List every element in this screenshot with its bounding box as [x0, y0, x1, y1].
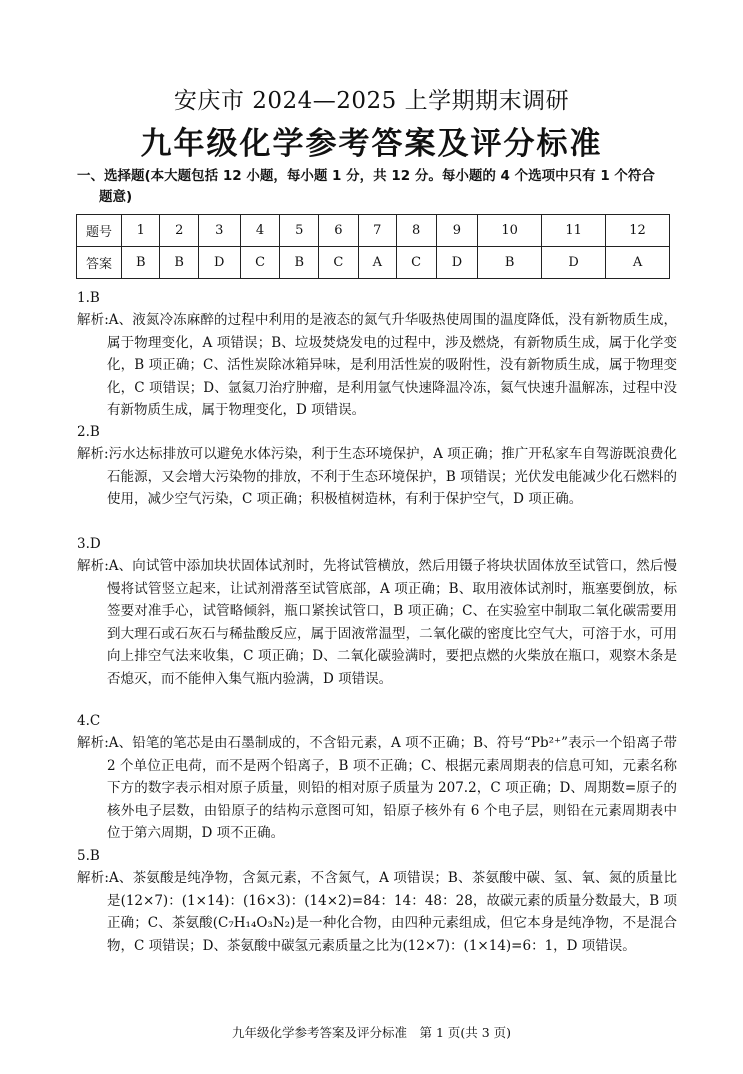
question-number-row [77, 215, 670, 247]
question-explanation: 解析:A、茶氨酸是纯净物，含氮元素，不含氮气，A 项错误；B、茶氨酸中碳、氢、氧、氮的质量比是(12×7)：(1×14)：(16×3)：(14×2)=84：14：48：28，故碳元素的质量分数最大，B 项正确；C、茶氨酸(C₇H₁₄O₃N₂)是一种化合物，由四种元素组成，但它本身是纯净物，不是混合物，C 项错误；D、茶氨酸中碳氢元素质量之比为(12×7)：(1×14)=6：1，D 项错误。 [77, 870, 677, 954]
question-block [77, 422, 677, 511]
table-cell: 8 [396, 215, 436, 247]
table-cell: C [318, 247, 358, 279]
question-block [77, 846, 677, 957]
answer-table [76, 214, 670, 279]
question-number: 1.B [77, 290, 100, 306]
question-number: 4.C [77, 713, 101, 729]
question-explanation: 解析:A、铅笔的笔芯是由石墨制成的，不含铅元素，A 项不正确；B、符号“Pb²⁺”表示一个铅离子带 2 个单位正电荷，而不是两个铅离子，B 项不正确；C、根据元素周期表的信息可知，元素名称下方的数字表示相对原子质量，则铅的相对原子质量为 207.2，C 项正确；D、周期数=原子的核外电子层数，由铅原子的结构示意图可知，铅原子核外有 6 个电子层，则铅在元素周期表中位于第六周期，D 项不正确。 [77, 735, 677, 842]
table-cell: A [358, 247, 396, 279]
table-cell: B [122, 247, 160, 279]
question-number: 3.D [77, 536, 101, 552]
exam-subtitle: 安庆市 2024—2025 上学期期末调研 [173, 88, 570, 114]
table-cell: 4 [240, 215, 280, 247]
table-cell: 11 [542, 215, 606, 247]
table-cell: C [240, 247, 280, 279]
row-label: 题号 [77, 215, 122, 247]
question-number: 5.B [77, 848, 100, 864]
table-cell: B [160, 247, 198, 279]
table-cell: B [280, 247, 318, 279]
page-title: 九年级化学参考答案及评分标准 [140, 126, 603, 162]
section-heading-line1: 一、选择题(本大题包括 12 小题，每小题 1 分，共 12 分。每小题的 4 个选项中只有 1 个符合 [77, 168, 655, 184]
question-block [77, 711, 677, 845]
row-label: 答案 [77, 247, 122, 279]
table-cell: 5 [280, 215, 318, 247]
question-explanation: 解析:污水达标排放可以避免水体污染，利于生态环境保护，A 项正确；推广开私家车自驾游既浪费化石能源，又会增大污染物的排放，不利于生态环境保护，B 项错误；光伏发电能减少化石燃料的使用，减少空气污染，C 项正确；积极植树造林，有利于保护空气，D 项正确。 [77, 446, 677, 508]
table-cell: A [606, 247, 670, 279]
table-cell: C [396, 247, 436, 279]
table-cell: 10 [478, 215, 542, 247]
table-cell: D [542, 247, 606, 279]
table-cell: B [478, 247, 542, 279]
question-explanation: 解析:A、向试管中添加块状固体试剂时，先将试管横放，然后用镊子将块状固体放至试管口，然后慢慢将试管竖立起来，让试剂滑落至试管底部，A 项正确；B、取用液体试剂时，瓶塞要倒放，标签要对准手心，试管略倾斜，瓶口紧挨试管口，B 项正确；C、在实验室中制取二氧化碳需要用到大理石或石灰石与稀盐酸反应，属于固液常温型，二氧化碳的密度比空气大，可溶于水，可用向上排空气法来收集，C 项正确；D、二氧化碳验满时，要把点燃的火柴放在瓶口，观察木条是否熄灭，而不能伸入集气瓶内验满，D 项错误。 [77, 558, 677, 687]
section-heading [77, 166, 677, 208]
table-cell: 6 [318, 215, 358, 247]
answer-row [77, 247, 670, 279]
table-cell: D [198, 247, 240, 279]
table-cell: 2 [160, 215, 198, 247]
table-cell: 9 [436, 215, 478, 247]
page-footer: 九年级化学参考答案及评分标准 第 1 页(共 3 页) [231, 1025, 512, 1040]
section-heading-line2: 题意) [99, 189, 133, 205]
table-cell: 7 [358, 215, 396, 247]
table-cell: D [436, 247, 478, 279]
table-cell: 1 [122, 215, 160, 247]
table-cell: 3 [198, 215, 240, 247]
question-block [77, 534, 677, 691]
question-number: 2.B [77, 424, 100, 440]
table-cell: 12 [606, 215, 670, 247]
question-block [77, 288, 677, 422]
question-explanation: 解析:A、液氮冷冻麻醉的过程中利用的是液态的氮气升华吸热使周围的温度降低，没有新物质生成，属于物理变化，A 项错误；B、垃圾焚烧发电的过程中，涉及燃烧，有新物质生成，属于化学变化，B 项正确；C、活性炭除冰箱异味，是利用活性炭的吸附性，没有新物质生成，属于物理变化，C 项错误；D、氩氦刀治疗肿瘤，是利用氩气快速降温冷冻，氦气快速升温解冻，过程中没有新物质生成，属于物理变化，D 项错误。 [77, 312, 677, 419]
